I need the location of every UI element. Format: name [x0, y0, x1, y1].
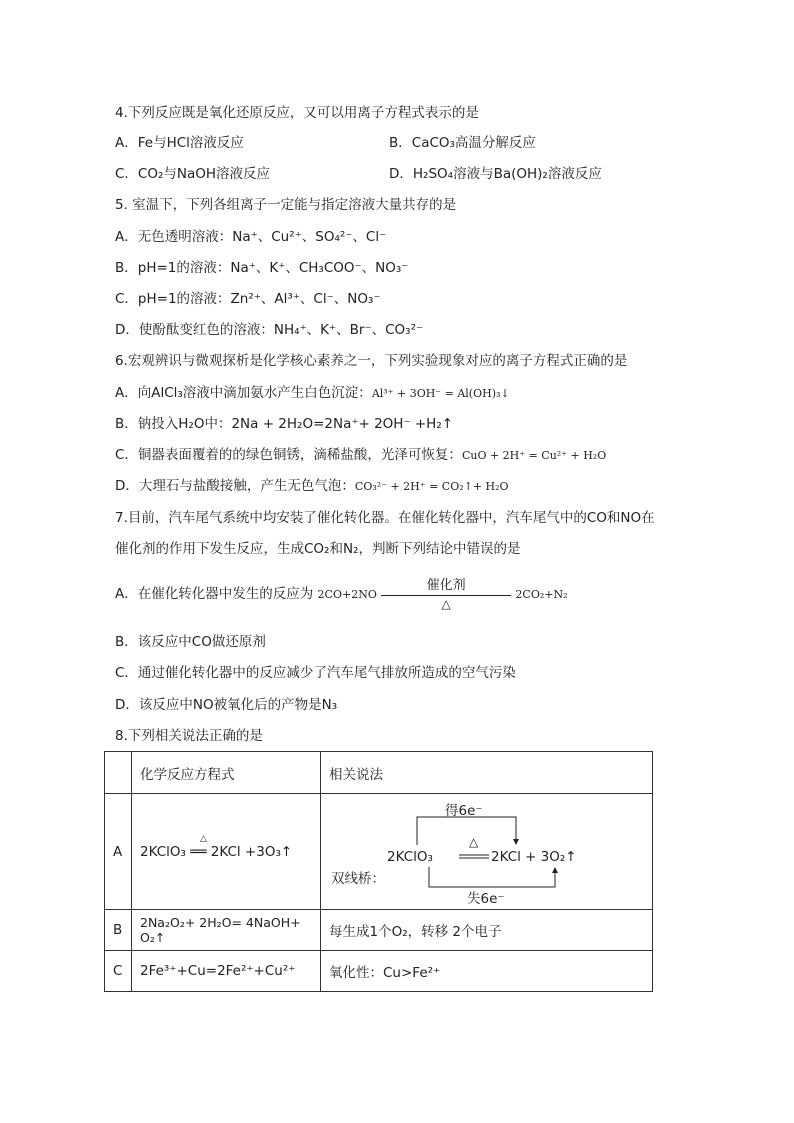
bridge-reactant: 2KClO₃: [387, 848, 433, 865]
q8-row-c-note: 氧化性：Cu>Fe²⁺: [321, 951, 653, 992]
q6-stem: 6.宏观辨识与微观探析是化学核心素养之一，下列实验现象对应的离子方程式正确的是: [115, 353, 628, 369]
q8-table: [104, 751, 653, 992]
q6-option-d-text: D．大理石与盐酸接触，产生无色气泡：: [115, 478, 355, 494]
q6-option-c-text: C．铜器表面覆着的的绿色铜锈，滴稀盐酸，光泽可恢复：: [115, 447, 462, 463]
q8-row-a-equation-text: 2KClO₃ ══ 2KCl +3O₃↑: [140, 843, 293, 860]
q4-option-a[interactable]: A．Fe与HCl溶液反应: [115, 135, 244, 151]
q8-row-c-label: C: [105, 951, 132, 992]
q8-row-a-heat-symbol: △: [200, 833, 207, 844]
lose-electrons-label: 失6e⁻: [467, 890, 505, 907]
gain-arrowhead: [513, 839, 519, 845]
q7-reaction-arrow: [381, 595, 511, 596]
q7-option-a[interactable]: [115, 576, 568, 613]
q7-option-c[interactable]: C．通过催化转化器中的反应减少了汽车尾气排放所造成的空气污染: [115, 665, 516, 681]
q4-option-d[interactable]: D．H₂SO₄溶液与Ba(OH)₂溶液反应: [389, 166, 602, 182]
q4-stem: 4.下列反应既是氧化还原反应，又可以用离子方程式表示的是: [115, 105, 479, 121]
q4-option-c[interactable]: C．CO₂与NaOH溶液反应: [115, 166, 271, 182]
q6-option-a-text: A．向AlCl₃溶液中滴加氨水产生白色沉淀：: [115, 385, 372, 401]
q6-option-a[interactable]: [115, 384, 510, 403]
q6-option-a-equation: Al³⁺ + 3OH⁻ = Al(OH)₃↓: [371, 387, 510, 400]
q8-row-a-label: A: [105, 794, 132, 910]
q8-row-b-equation: 2Na₂O₂+ 2H₂O= 4NaOH+ O₂↑: [132, 910, 321, 951]
q5-option-a[interactable]: A．无色透明溶液：Na⁺、Cu²⁺、SO₄²⁻、Cl⁻: [115, 229, 387, 245]
q7-option-b[interactable]: B．该反应中CO做还原剂: [115, 634, 266, 650]
bridge-product-kcl: 2KCl: [491, 848, 521, 865]
q8-header-blank: [105, 752, 132, 794]
q8-row-b-label: B: [105, 910, 132, 951]
q7-equation-lhs: 2CO+2NO: [317, 588, 377, 601]
double-bridge-label: 双线桥：: [331, 870, 385, 887]
q8-stem: 8.下列相关说法正确的是: [115, 728, 263, 744]
q7-stem-line1: 7.目前，汽车尾气系统中均安装了催化转化器。在催化转化器中，汽车尾气中的CO和NO在: [115, 510, 655, 526]
q6-option-d-equation: CO₃²⁻ + 2H⁺ = CO₂↑+ H₂O: [354, 480, 509, 493]
lose-bracket: [429, 867, 555, 887]
q8-row-b[interactable]: [105, 910, 653, 951]
q8-header-equation: 化学反应方程式: [132, 752, 321, 794]
q8-row-c-equation: 2Fe³⁺+Cu=2Fe²⁺+Cu²⁺: [132, 951, 321, 992]
q8-row-b-note: 每生成1个O₂，转移 2个电子: [321, 910, 653, 951]
q4-option-b[interactable]: B．CaCO₃高温分解反应: [389, 135, 536, 151]
q5-option-d[interactable]: D．使酚酞变红色的溶液：NH₄⁺、K⁺、Br⁻、CO₃²⁻: [115, 322, 424, 338]
q8-header-note: 相关说法: [321, 752, 653, 794]
q7-catalyst-label: 催化剂: [426, 577, 466, 593]
q8-row-a-note: [321, 794, 653, 910]
gain-electrons-label: 得6e⁻: [445, 802, 483, 819]
q7-reaction-condition: [381, 578, 511, 611]
q7-heat-symbol: △: [441, 596, 451, 611]
bridge-heat-symbol: △: [469, 834, 479, 849]
q7-option-d[interactable]: D．该反应中NO被氧化后的产物是N₃: [115, 697, 338, 713]
q6-option-b[interactable]: B．钠投入H₂O中：2Na + 2H₂O=2Na⁺+ 2OH⁻ +H₂↑: [115, 416, 454, 432]
q5-stem: 5. 室温下，下列各组离子一定能与指定溶液大量共存的是: [115, 197, 457, 213]
q5-option-b[interactable]: B．pH=1的溶液：Na⁺、K⁺、CH₃COO⁻、NO₃⁻: [115, 260, 409, 276]
q8-row-a[interactable]: [105, 794, 653, 910]
lose-arrowhead: [552, 867, 558, 873]
q8-table-header-row: [105, 752, 653, 794]
q7-option-a-text: A．在催化转化器中发生的反应为: [115, 586, 314, 602]
gain-bracket: [417, 817, 516, 845]
q8-row-a-equation: [132, 794, 321, 910]
q7-equation-rhs: 2CO₂+N₂: [515, 588, 568, 601]
q6-option-d[interactable]: [115, 477, 509, 496]
q8-row-c[interactable]: [105, 951, 653, 992]
q6-option-c[interactable]: [115, 446, 606, 465]
bridge-product-o2: + 3O₂↑: [525, 848, 577, 865]
q5-option-c[interactable]: C．pH=1的溶液：Zn²⁺、Al³⁺、Cl⁻、NO₃⁻: [115, 291, 381, 307]
q7-stem-line2: 催化剂的作用下发生反应，生成CO₂和N₂，判断下列结论中错误的是: [115, 541, 521, 557]
q6-option-c-equation: CuO + 2H⁺ = Cu²⁺ + H₂O: [461, 449, 607, 462]
